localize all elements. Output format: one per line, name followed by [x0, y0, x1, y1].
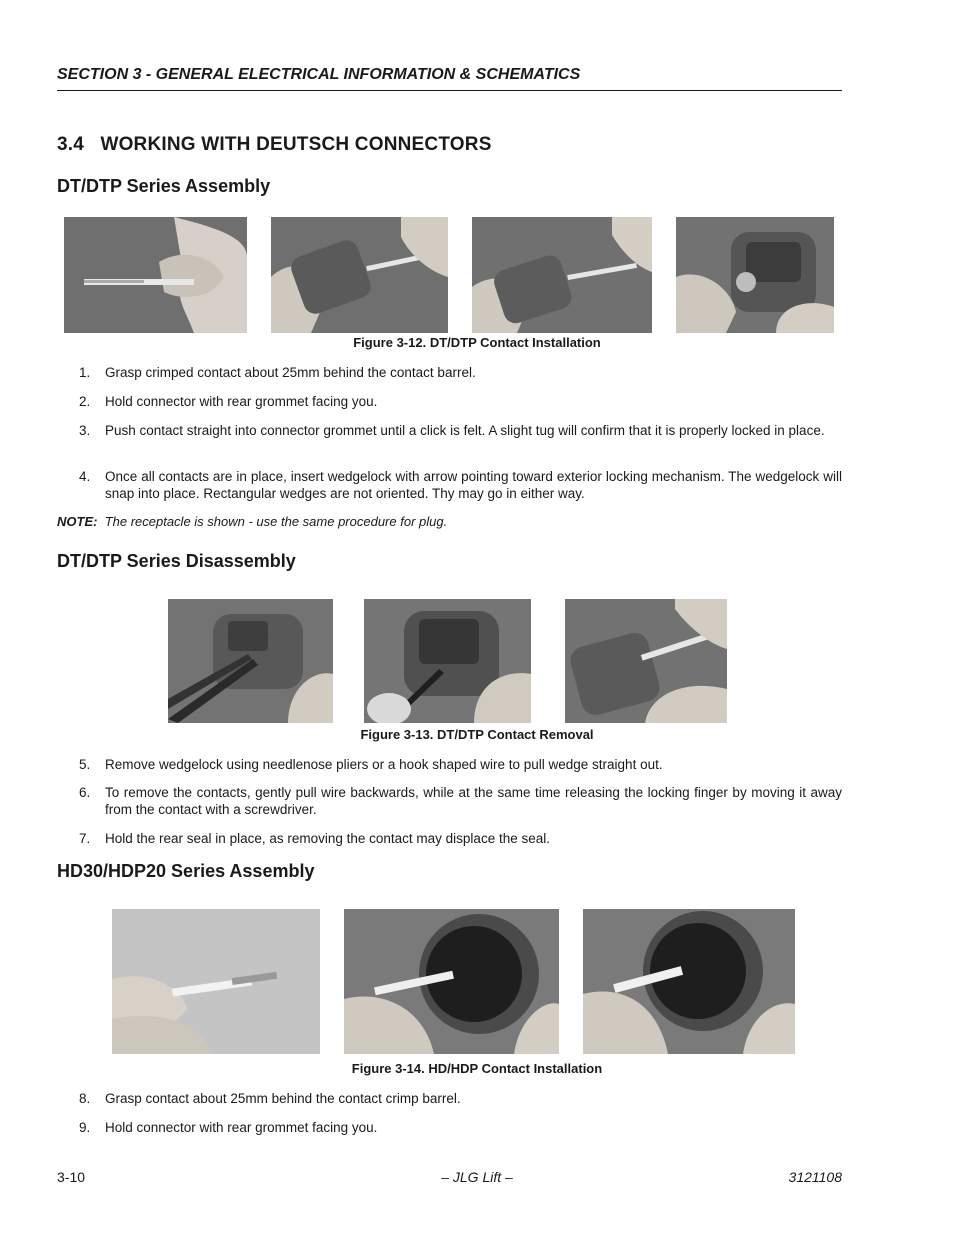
list-item: 5. Remove wedgelock using needlenose pliers or a hook shaped wire to pull wedge straight out. — [79, 757, 663, 772]
figure-caption-3-13: Figure 3-13. DT/DTP Contact Removal — [360, 727, 594, 742]
photo-hold-connector — [271, 217, 448, 333]
heading-dt-assembly: DT/DTP Series Assembly — [57, 176, 271, 196]
photo-grasp-contact — [64, 217, 247, 333]
photo-hd-hold-connector — [344, 909, 559, 1054]
list-item: 2. Hold connector with rear grommet facing you. — [79, 394, 378, 409]
photo-remove-contact — [364, 599, 531, 723]
heading-hd-assembly: HD30/HDP20 Series Assembly — [57, 861, 315, 881]
page-title: 3.4 WORKING WITH DEUTSCH CONNECTORS — [57, 134, 492, 155]
photo-pull-wire — [565, 599, 727, 723]
section-header: SECTION 3 - GENERAL ELECTRICAL INFORMATION & SCHEMATICS — [57, 66, 581, 83]
list-item: 3. Push contact straight into connector grommet until a click is felt. A slight tug will confirm that it is properly locked in place. — [79, 423, 825, 438]
figure-caption-3-12: Figure 3-12. DT/DTP Contact Installation — [353, 335, 601, 350]
document-number: 3121108 — [788, 1169, 842, 1185]
note — [57, 514, 447, 529]
photo-hd-grasp-contact — [112, 909, 320, 1054]
list-item: 8. Grasp contact about 25mm behind the contact crimp barrel. — [79, 1091, 461, 1106]
photo-push-contact — [472, 217, 652, 333]
footer-center: – JLG Lift – — [441, 1169, 513, 1185]
list-item: 4. Once all contacts are in place, insert wedgelock with arrow pointing toward exterior locking mechanism. The wedgelock will snap into place. Rectangular wedges are not oriented. Thy may go in either way. — [79, 469, 842, 501]
figure-caption-3-14: Figure 3-14. HD/HDP Contact Installation — [351, 1061, 603, 1076]
list-item: 7. Hold the rear seal in place, as removing the contact may displace the seal. — [79, 831, 550, 846]
photo-insert-wedgelock — [676, 217, 834, 333]
note-label: NOTE: — [57, 514, 98, 529]
photo-hd-push-contact — [583, 909, 795, 1054]
heading-dt-disassembly: DT/DTP Series Disassembly — [57, 551, 296, 571]
note-text: The receptacle is shown - use the same procedure for plug. — [104, 514, 448, 529]
list-item: 1. Grasp crimped contact about 25mm behind the contact barrel. — [79, 365, 476, 380]
list-item: 6. To remove the contacts, gently pull wire backwards, while at the same time releasing the locking finger by moving it away from the contact with a screwdriver. — [79, 785, 842, 817]
photo-remove-wedgelock — [168, 599, 333, 723]
header-rule — [57, 90, 842, 91]
page-number: 3-10 — [57, 1169, 86, 1185]
list-item: 9. Hold connector with rear grommet facing you. — [79, 1120, 378, 1135]
